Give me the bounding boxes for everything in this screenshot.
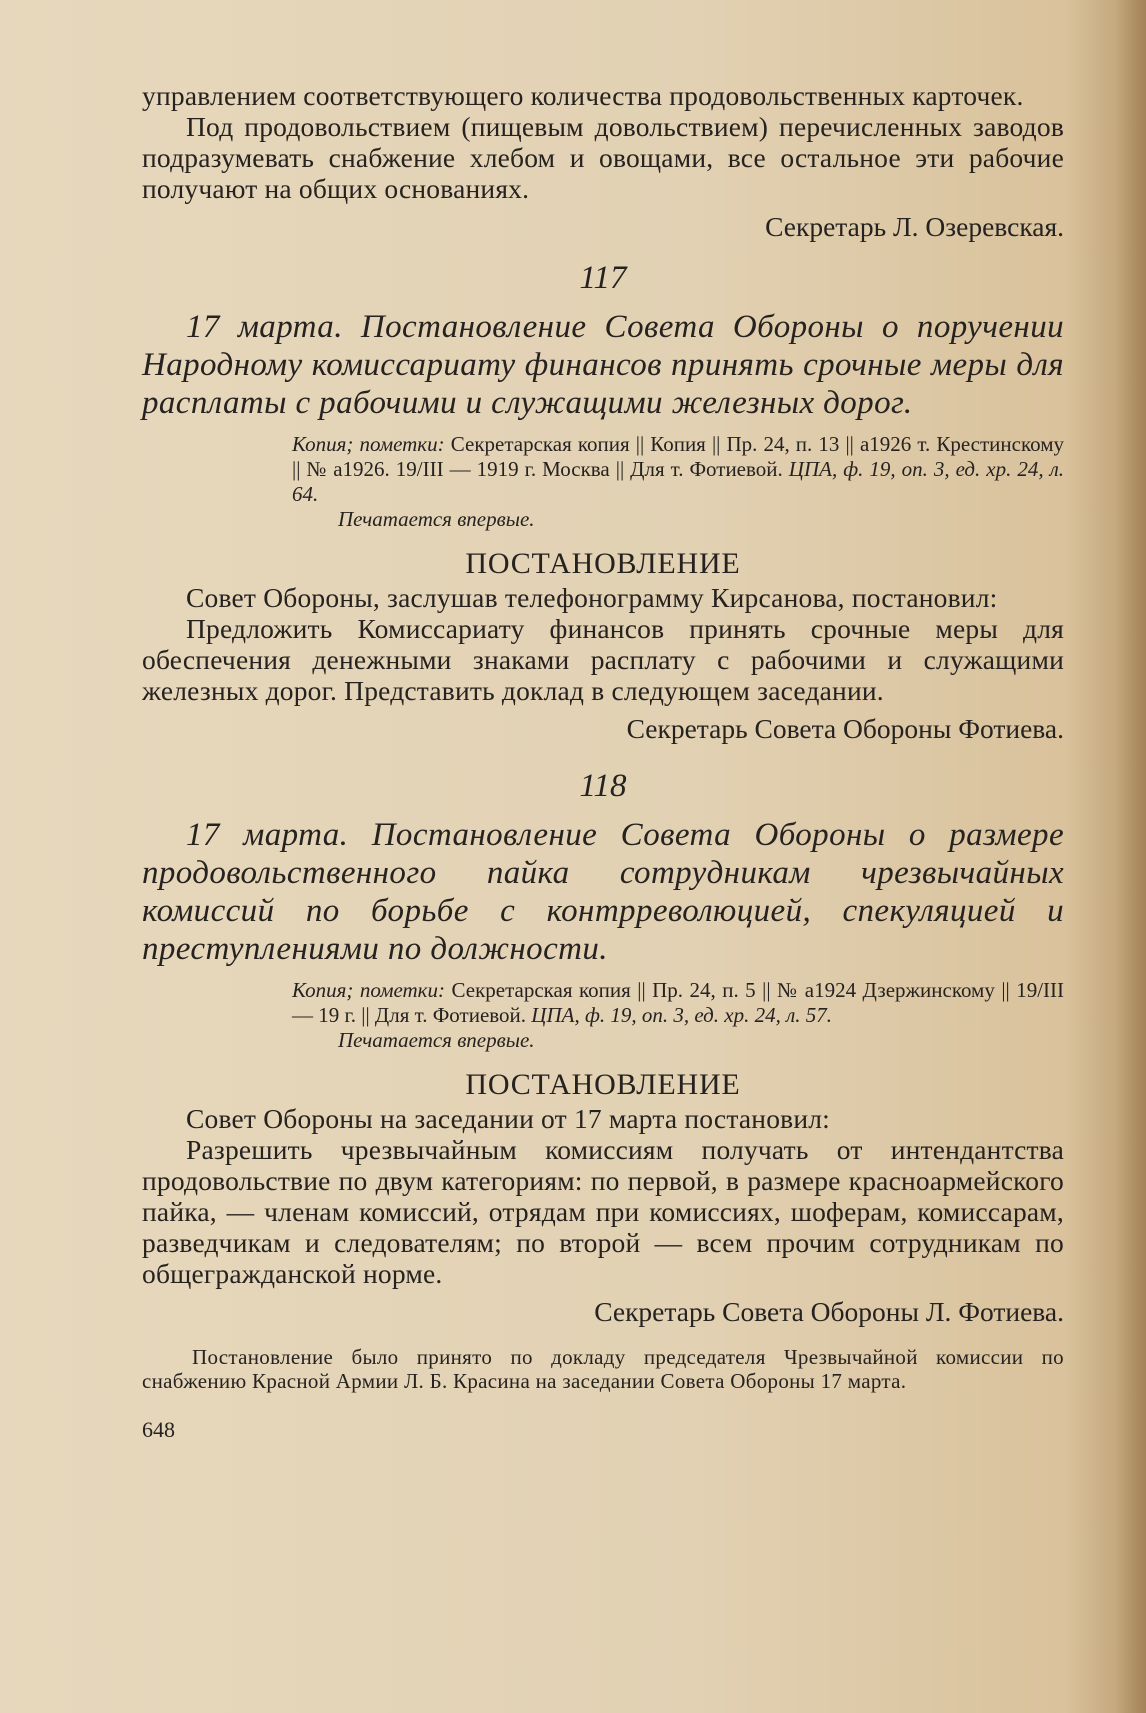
page-edge-shadow [1116, 0, 1146, 1713]
signature-117: Секретарь Совета Обороны Фотиева. [626, 713, 1064, 744]
archive-reference: ЦПА, ф. 19, оп. 3, ед. хр. 24, л. 64. [292, 457, 1065, 506]
continued-paragraph: управлением соответствующего количества продовольственных карточек. [142, 80, 1024, 111]
source-note-118 [292, 978, 1064, 1028]
source-label: Копия; пометки: [292, 978, 445, 1002]
source-label: Копия; пометки: [292, 432, 445, 456]
printed-first-117: Печатается впервые. [338, 507, 535, 531]
signature-118: Секретарь Совета Обороны Л. Фотиева. [594, 1296, 1064, 1327]
resolution-text-117: Предложить Комиссариату финансов принять срочные меры для обеспечения денежными знаками расплату с рабочими и служащими железных дорог. Представить доклад в следующем заседании. [142, 613, 1064, 706]
provisions-paragraph: Под продовольствием (пищевым довольствием) перечисленных заводов подразумевать снабжение хлебом и овощами, все остальное эти рабочие получают на общих основаниях. [142, 111, 1064, 204]
document-number-118: 118 [579, 768, 627, 804]
archive-reference: ЦПА, ф. 19, оп. 3, ед. хр. 24, л. 57. [531, 1003, 832, 1027]
resolution-text-118: Разрешить чрезвычайным комиссиям получать от интендантства продовольствие по двум категориям: по первой, в размере красноармейского пайка, — членам комиссий, отрядам при комиссиях, шоферам, комиссарам, разведчикам и следователям; по второй — всем прочим сотрудникам по общегражданской норме. [142, 1134, 1064, 1289]
signature-ozerevskaya: Секретарь Л. Озеревская. [765, 211, 1064, 242]
resolution-intro-117: Совет Обороны, заслушав телефонограмму Кирсанова, постановил: [186, 582, 998, 613]
document-title-118: 17 марта. Постановление Совета Обороны о размере продовольственного пайка сотрудникам чрезвычайных комиссий по борьбе с контрреволюцией, спекуляцией и преступлениями по должности. [142, 817, 1064, 967]
footnote-118: Постановление было принято по докладу председателя Чрезвычайной комиссии по снабжению Красной Армии Л. Б. Красина на заседании Совета Обороны 17 марта. [142, 1345, 1064, 1393]
document-number-117: 117 [579, 260, 627, 296]
source-note-117 [292, 432, 1064, 507]
text-column [142, 80, 1064, 1443]
resolution-heading-117: ПОСТАНОВЛЕНИЕ [465, 547, 741, 580]
source-text: Секретарская копия || Копия || Пр. 24, п. 13 || а1926 т. Крестинскому || № а1926. 19/III — 1919 г. Москва || Для т. Фотиевой. [292, 432, 1065, 481]
resolution-heading-118: ПОСТАНОВЛЕНИЕ [465, 1068, 741, 1101]
resolution-intro-118: Совет Обороны на заседании от 17 марта постановил: [186, 1103, 831, 1134]
document-title-117: 17 марта. Постановление Совета Обороны о поручении Народному комиссариату финансов принять срочные меры для расплаты с рабочими и служащими железных дорог. [142, 309, 1064, 421]
source-text: Секретарская копия || Пр. 24, п. 5 || № а1924 Дзержинскому || 19/III — 19 г. || Для т. Фотиевой. [292, 978, 1065, 1027]
page-number: 648 [142, 1417, 175, 1442]
printed-first-118: Печатается впервые. [338, 1028, 535, 1052]
